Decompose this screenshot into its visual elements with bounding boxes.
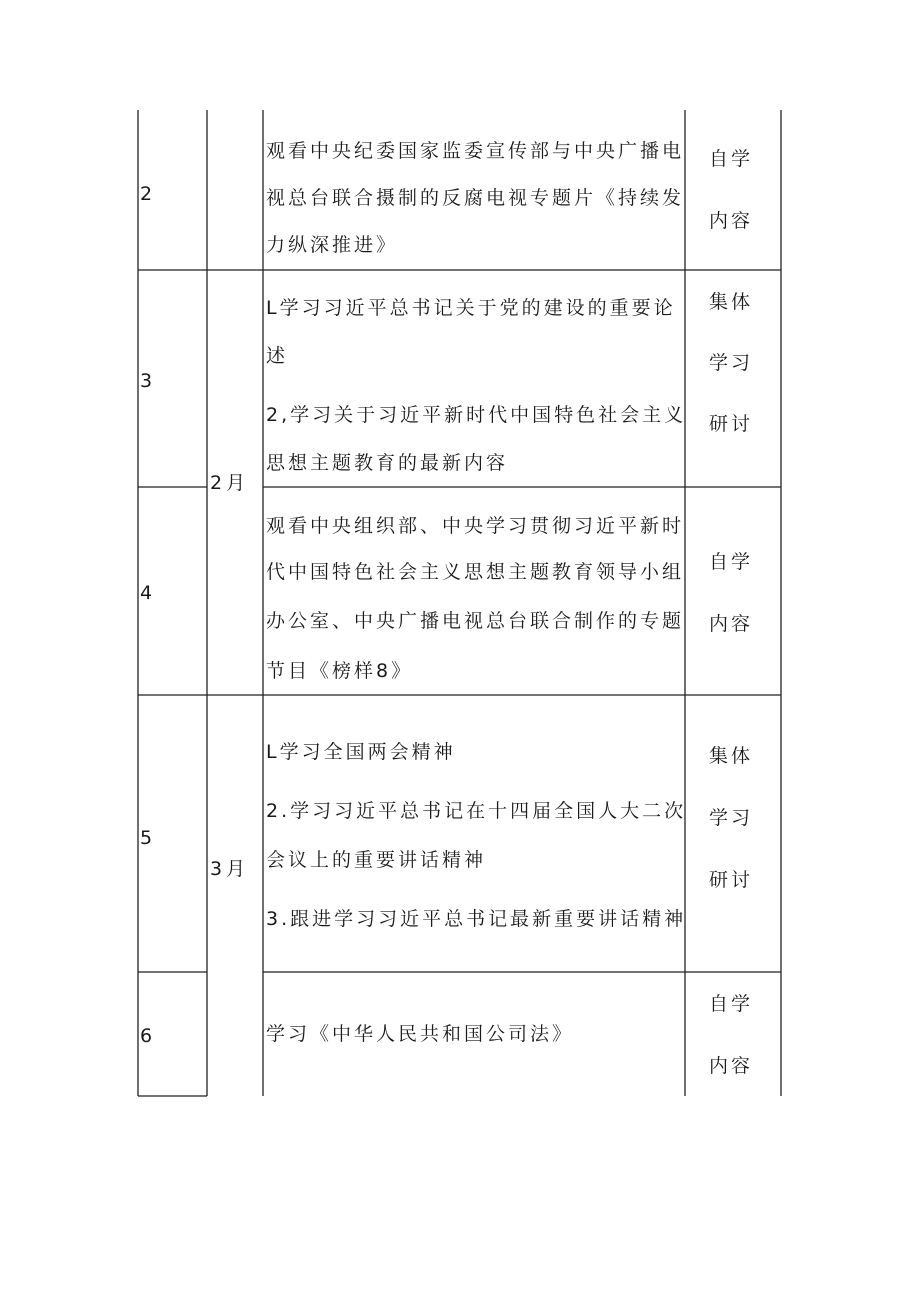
row-content-line: 思想主题教育的最新内容 — [266, 452, 509, 474]
row-number: 4 — [140, 582, 153, 604]
study-type-label: 自学 — [709, 148, 754, 170]
row-content-line: 节目《榜样8》 — [266, 660, 414, 682]
month-label: 3月 — [210, 858, 250, 880]
row-content-line: 述 — [266, 345, 289, 367]
row-content-line: 会议上的重要讲话精神 — [266, 849, 487, 871]
study-type-label: 内容 — [709, 210, 754, 232]
row-content-line: 办公室、中央广播电视总台联合制作的专题 — [266, 610, 685, 632]
study-type-label: 研讨 — [709, 413, 754, 435]
study-type-label: 集体 — [709, 745, 754, 767]
study-type-label: 自学 — [709, 993, 754, 1015]
row-content-line: 视总台联合摄制的反腐电视专题片《持续发 — [266, 187, 685, 209]
row-content-line: L学习习近平总书记关于党的建设的重要论 — [266, 297, 676, 319]
row-content-line: 代中国特色社会主义思想主题教育领导小组 — [266, 561, 685, 583]
month-label: 2月 — [210, 472, 250, 494]
study-type-label: 内容 — [709, 1055, 754, 1077]
row-number: 3 — [140, 370, 153, 392]
study-type-label: 研讨 — [709, 869, 754, 891]
row-content-line: 观看中央纪委国家监委宣传部与中央广播电 — [266, 140, 685, 162]
row-content-line: L学习全国两会精神 — [266, 741, 456, 763]
row-content-line: 观看中央组织部、中央学习贯彻习近平新时 — [266, 515, 685, 537]
study-type-label: 学习 — [709, 352, 754, 374]
row-content-line: 学习《中华人民共和国公司法》 — [266, 1023, 575, 1045]
row-content-line: 2,学习关于习近平新时代中国特色社会主义 — [266, 404, 687, 426]
row-number: 5 — [140, 827, 153, 849]
row-content-line: 2.学习习近平总书记在十四届全国人大二次 — [266, 800, 687, 822]
study-type-label: 内容 — [709, 613, 754, 635]
row-content-line: 力纵深推进》 — [266, 234, 399, 256]
row-number: 2 — [140, 183, 153, 205]
study-type-label: 学习 — [709, 807, 754, 829]
study-type-label: 自学 — [709, 551, 754, 573]
row-content-line: 3.跟进学习习近平总书记最新重要讲话精神 — [266, 908, 687, 930]
study-type-label: 集体 — [709, 291, 754, 313]
row-number: 6 — [140, 1025, 153, 1047]
